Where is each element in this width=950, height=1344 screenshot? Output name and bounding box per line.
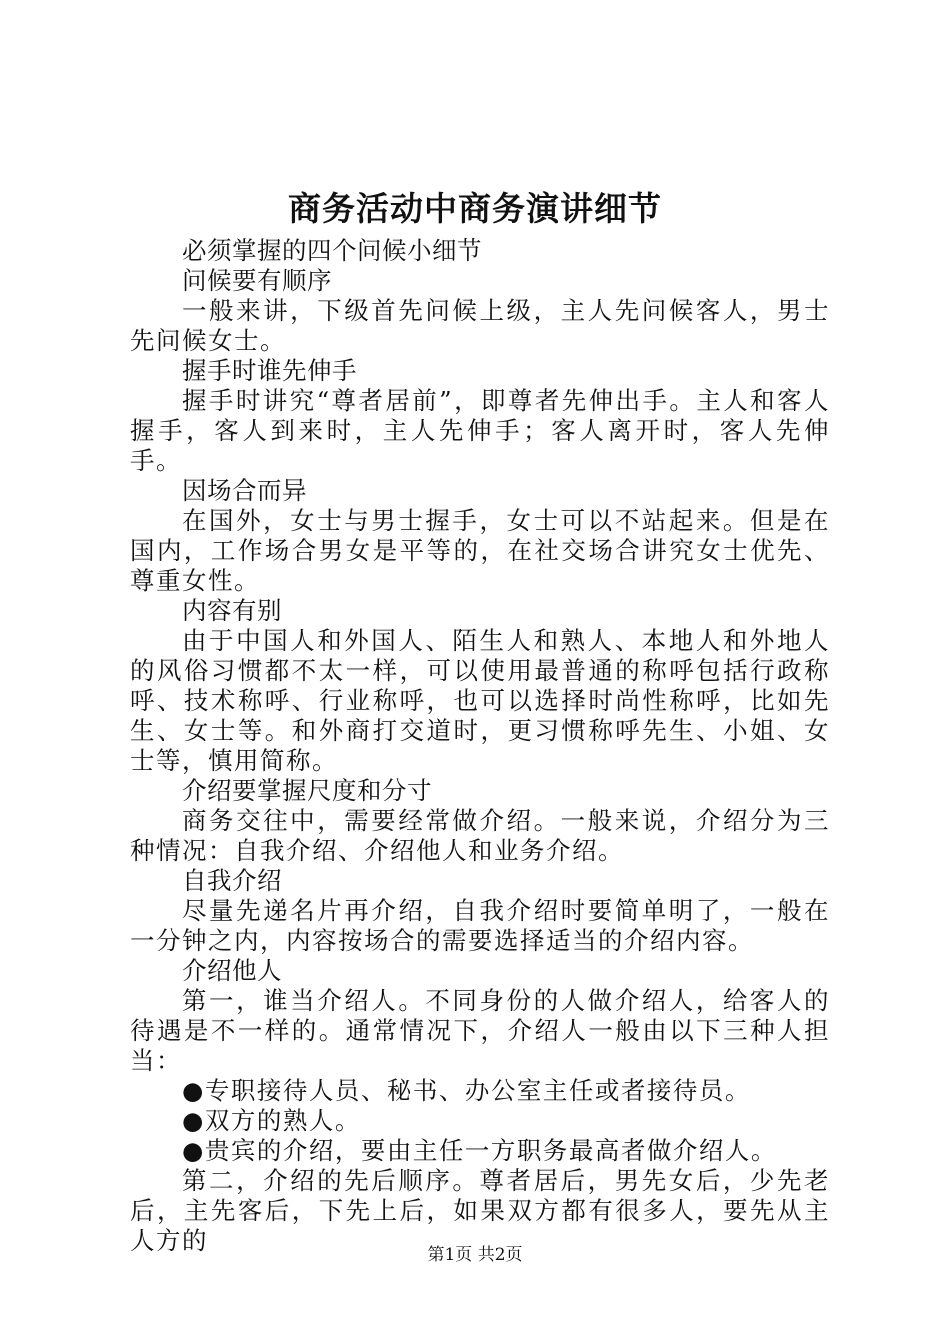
section-heading: 内容有别	[182, 596, 282, 625]
body-paragraph: 在国外，女士与男士握手，女士可以不站起来。但是在国内，工作场合男女是平等的，在社交场合讲究女士优先、尊重女性。	[130, 506, 830, 595]
body-paragraph: 第二，介绍的先后顺序。尊者居后，男先女后，少先老后，主先客后，下先上后，如果双方都有很多人，要先从主人方的	[130, 1166, 830, 1255]
section-heading: 自我介绍	[182, 866, 282, 895]
page-footer: 第1页 共2页	[427, 1245, 523, 1265]
body-paragraph: 一般来讲，下级首先问候上级，主人先问候客人，男士先问候女士。	[130, 296, 830, 355]
body-paragraph: 商务交往中，需要经常做介绍。一般来说，介绍分为三种情况：自我介绍、介绍他人和业务介绍。	[130, 806, 830, 865]
bullet-item: ●贵宾的介绍，要由主任一方职务最高者做介绍人。	[182, 1136, 777, 1165]
section-heading: 介绍他人	[182, 956, 282, 985]
section-heading: 必须掌握的四个问候小细节	[182, 236, 482, 265]
body-paragraph: 尽量先递名片再介绍，自我介绍时要简单明了，一般在一分钟之内，内容按场合的需要选择适当的介绍内容。	[130, 896, 830, 955]
section-heading: 因场合而异	[182, 476, 307, 505]
bullet-item: ●专职接待人员、秘书、办公室主任或者接待员。	[182, 1076, 751, 1105]
section-heading: 握手时谁先伸手	[182, 356, 357, 385]
section-heading: 介绍要掌握尺度和分寸	[182, 776, 432, 805]
document-title: 商务活动中商务演讲细节	[288, 189, 662, 228]
body-paragraph: 由于中国人和外国人、陌生人和熟人、本地人和外地人的风俗习惯都不太一样，可以使用最普通的称呼包括行政称呼、技术称呼、行业称呼，也可以选择时尚性称呼，比如先生、女士等。和外商打交道时，更习惯称呼先生、小姐、女士等，慎用简称。	[130, 626, 830, 775]
body-paragraph: 第一，谁当介绍人。不同身份的人做介绍人，给客人的待遇是不一样的。通常情况下，介绍人一般由以下三种人担当：	[130, 986, 830, 1075]
body-paragraph: 握手时讲究“尊者居前”，即尊者先伸出手。主人和客人握手，客人到来时，主人先伸手；客人离开时，客人先伸手。	[130, 386, 830, 475]
document-body	[130, 236, 830, 1256]
bullet-item: ●双方的熟人。	[182, 1106, 361, 1135]
section-heading: 问候要有顺序	[182, 266, 332, 295]
